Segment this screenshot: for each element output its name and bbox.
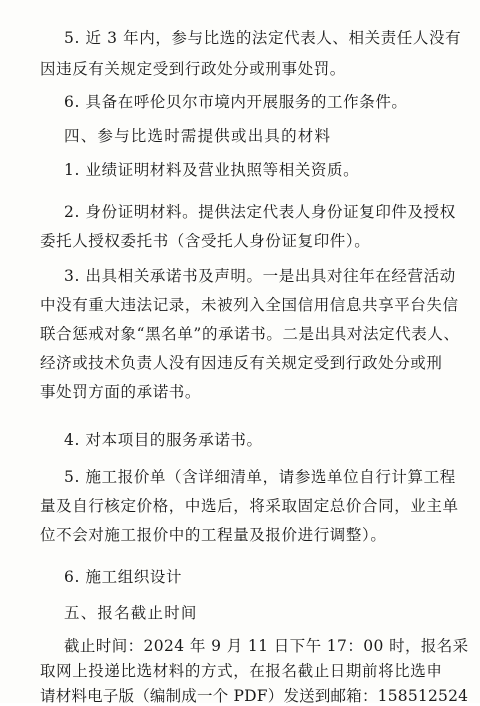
deadline-line-2: 取网上投递比选材料的方式，在报名截止日期前将比选申 <box>40 662 443 680</box>
material-3-line-3: 联合惩戒对象“黑名单”的承诺书。二是出具对法定代表人、 <box>40 325 460 343</box>
material-1-line-1: 1. 业绩证明材料及营业执照等相关资质。 <box>64 161 360 179</box>
material-3-line-5: 事处罚方面的承诺书。 <box>40 383 202 401</box>
material-6-line-1: 6. 施工组织设计 <box>64 568 183 586</box>
material-3-line-2: 中没有重大违法记录，未被列入全国信用信息共享平台失信 <box>40 296 459 314</box>
deadline-line-3: 请材料电子版（编制成一个 PDF）发送到邮箱：158512524 <box>40 687 469 705</box>
section-5-heading: 五、报名截止时间 <box>64 604 198 622</box>
item-5-line-2: 因违反有关规定受到行政处分或刑事处罚。 <box>40 60 346 78</box>
material-5-line-3: 位不会对施工报价中的工程量及报价进行调整）。 <box>40 526 387 544</box>
material-2-line-1: 2. 身份证明材料。提供法定代表人身份证复印件及授权 <box>64 203 456 221</box>
material-4-line-1: 4. 对本项目的服务承诺书。 <box>64 431 263 449</box>
deadline-line-1: 截止时间：2024 年 9 月 11 日下午 17：00 时，报名采 <box>64 637 469 655</box>
item-6-line: 6. 具备在呼伦贝尔市境内开展服务的工作条件。 <box>64 93 408 111</box>
item-5-line-1: 5. 近 3 年内，参与比选的法定代表人、相关责任人没有 <box>64 29 462 47</box>
material-5-line-1: 5. 施工报价单（含详细清单，请参选单位自行计算工程 <box>64 468 456 486</box>
material-3-line-4: 经济或技术负责人没有因违反有关规定受到行政处分或刑 <box>40 354 443 372</box>
section-4-heading: 四、参与比选时需提供或出具的材料 <box>64 127 332 145</box>
material-5-line-2: 量及自行核定价格，中选后，将采取固定总价合同，业主单 <box>40 497 459 515</box>
material-3-line-1: 3. 出具相关承诺书及声明。一是出具对往年在经营活动 <box>64 267 456 285</box>
material-2-line-2: 委托人授权委托书（含受托人身份证复印件）。 <box>40 232 371 250</box>
